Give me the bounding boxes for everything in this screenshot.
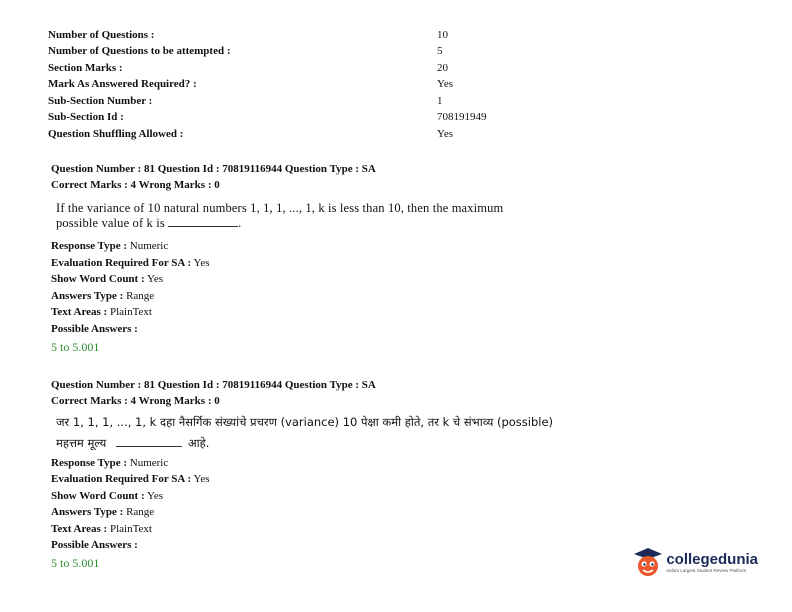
- meta-value: 10: [437, 29, 448, 41]
- meta-label: Number of Questions :: [48, 29, 155, 41]
- detail-row: [51, 323, 138, 335]
- meta-label: Number of Questions to be attempted :: [48, 45, 231, 57]
- meta-label: Question Shuffling Allowed :: [48, 128, 184, 140]
- meta-value: 20: [437, 62, 448, 74]
- detail-row: [51, 539, 138, 551]
- detail-value: Yes: [191, 473, 210, 485]
- logo-wordmark: collegedunia: [666, 550, 758, 568]
- graduate-mascot-icon: [633, 546, 663, 578]
- question-marks: Correct Marks : 4 Wrong Marks : 0: [51, 395, 220, 407]
- detail-label: Possible Answers :: [51, 323, 138, 335]
- detail-row: [51, 240, 168, 252]
- detail-label: Possible Answers :: [51, 539, 138, 551]
- detail-label: Response Type :: [51, 457, 127, 469]
- detail-label: Answers Type :: [51, 506, 124, 518]
- detail-row: [51, 490, 163, 502]
- detail-label: Show Word Count :: [51, 273, 145, 285]
- detail-value: Yes: [144, 273, 163, 285]
- possible-answer: 5 to 5.001: [51, 556, 100, 570]
- question-header: Question Number : 81 Question Id : 70819116944 Question Type : SA: [51, 163, 376, 175]
- question-text-line: [56, 216, 241, 231]
- meta-label: Sub-Section Id :: [48, 111, 124, 123]
- detail-label: Answers Type :: [51, 290, 124, 302]
- detail-label: Text Areas :: [51, 523, 108, 535]
- meta-value: 1: [437, 95, 443, 107]
- detail-value: Range: [123, 290, 155, 302]
- detail-row: [51, 457, 168, 469]
- detail-label: Response Type :: [51, 240, 127, 252]
- detail-row: [51, 306, 152, 318]
- detail-value: Yes: [144, 490, 163, 502]
- meta-value: 708191949: [437, 111, 487, 123]
- question-text-part: महत्तम मूल्य: [56, 436, 107, 450]
- answer-blank: [168, 218, 238, 227]
- detail-value: PlainText: [107, 306, 152, 318]
- detail-row: [51, 257, 210, 269]
- detail-label: Evaluation Required For SA :: [51, 473, 192, 485]
- possible-answer: 5 to 5.001: [51, 340, 100, 354]
- detail-row: [51, 506, 154, 518]
- meta-value: Yes: [437, 78, 454, 90]
- question-text-part: आहे.: [187, 436, 210, 450]
- question-header: Question Number : 81 Question Id : 70819116944 Question Type : SA: [51, 379, 376, 391]
- detail-value: PlainText: [107, 523, 152, 535]
- logo-tagline: India's Largest Student Review Platform: [666, 567, 747, 573]
- detail-row: [51, 273, 163, 285]
- meta-value: 5: [437, 45, 443, 57]
- question-text-line: If the variance of 10 natural numbers 1, 1, 1, ..., 1, k is less than 10, then the maximum: [56, 201, 504, 215]
- detail-value: Yes: [191, 257, 210, 269]
- detail-label: Show Word Count :: [51, 490, 145, 502]
- detail-row: [51, 473, 210, 485]
- answer-blank: [116, 438, 182, 447]
- meta-label: Mark As Answered Required? :: [48, 78, 197, 90]
- meta-label: Sub-Section Number :: [48, 95, 153, 107]
- detail-label: Text Areas :: [51, 306, 108, 318]
- detail-value: Range: [123, 506, 155, 518]
- question-text-line: जर 1, 1, 1, ..., 1, k दहा नैसर्गिक संख्यांचे प्रचरण (variance) 10 पेक्षा कमी होते, तर k चे संभाव्य (possible): [56, 415, 554, 429]
- collegedunia-logo: [633, 546, 758, 578]
- detail-row: [51, 290, 154, 302]
- question-text-part: possible value of k is: [56, 216, 165, 230]
- detail-label: Evaluation Required For SA :: [51, 257, 192, 269]
- meta-value: Yes: [437, 128, 454, 140]
- meta-label: Section Marks :: [48, 62, 123, 74]
- question-marks: Correct Marks : 4 Wrong Marks : 0: [51, 179, 220, 191]
- question-text-part: .: [238, 216, 242, 230]
- question-text-line: [56, 436, 209, 451]
- detail-value: Numeric: [127, 240, 169, 252]
- detail-value: Numeric: [127, 457, 169, 469]
- detail-row: [51, 523, 152, 535]
